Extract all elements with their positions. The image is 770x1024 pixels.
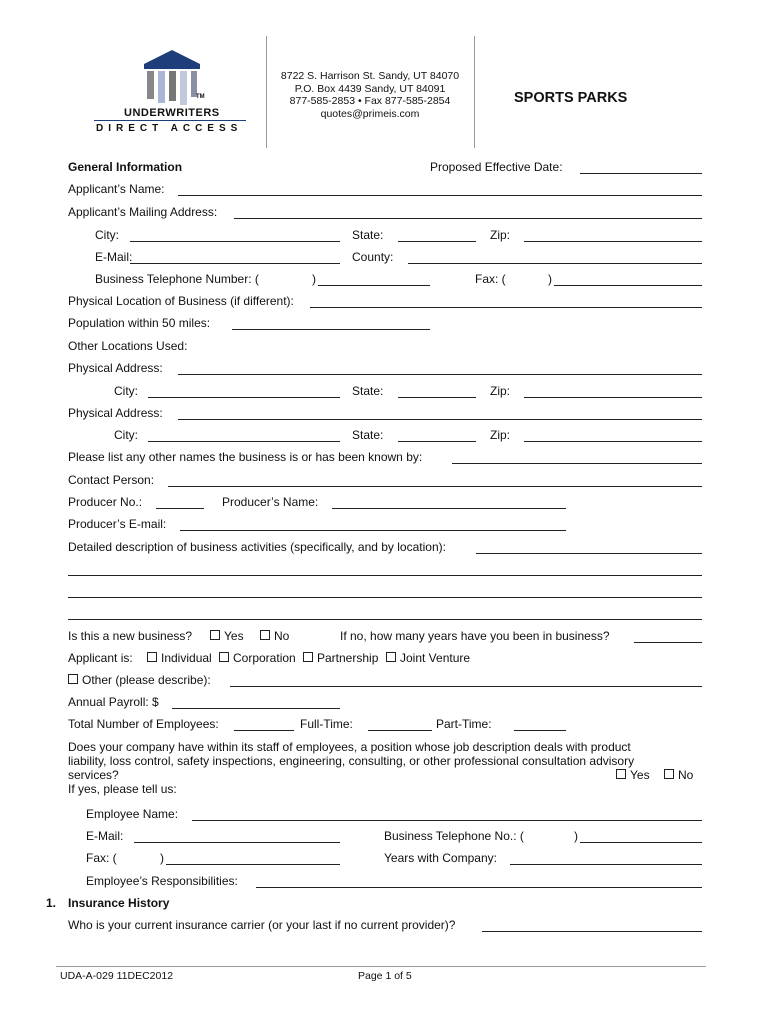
mailing-zip-label: Zip: — [490, 228, 511, 242]
staff-no-label: No — [678, 768, 694, 782]
loc2-zip-field[interactable] — [524, 441, 702, 442]
applicant-name-label: Applicant’s Name: — [68, 182, 165, 196]
form-id: UDA-A-029 11DEC2012 — [60, 970, 174, 982]
email-field[interactable] — [130, 263, 340, 264]
mailing-state-label: State: — [352, 228, 384, 242]
option-individual[interactable] — [147, 651, 212, 665]
responsibilities-field[interactable] — [256, 887, 702, 888]
checkbox-icon[interactable] — [68, 674, 78, 684]
years-with-company-label: Years with Company: — [384, 851, 497, 865]
population-label: Population within 50 miles: — [68, 316, 211, 330]
current-carrier-field[interactable] — [482, 931, 702, 932]
new-business-yes[interactable] — [210, 629, 244, 643]
checkbox-icon[interactable] — [664, 769, 674, 779]
loc2-state-field[interactable] — [398, 441, 476, 442]
physical-address-2-label: Physical Address: — [68, 406, 163, 420]
mailing-address-label: Applicant’s Mailing Address: — [68, 205, 218, 219]
address-line-1: 8722 S. Harrison St. Sandy, UT 84070 — [280, 70, 460, 82]
checkbox-icon[interactable] — [616, 769, 626, 779]
county-field[interactable] — [408, 263, 702, 264]
yes-label: Yes — [224, 629, 244, 643]
loc1-state-label: State: — [352, 384, 384, 398]
loc2-city-field[interactable] — [148, 441, 340, 442]
effective-date-field[interactable] — [580, 173, 702, 174]
emp-biz-phone-label: Business Telephone No.: ( — [384, 829, 524, 843]
logo-tm: TM — [196, 94, 205, 100]
years-in-business-field[interactable] — [634, 642, 702, 643]
columns-logo-icon — [92, 46, 252, 116]
staff-question-line-1: Does your company have within its staff of employees, a position whose job description deals with product — [68, 740, 631, 754]
physical-location-label: Physical Location of Business (if different): — [68, 294, 294, 308]
logo-line1: UNDERWRITERS — [124, 107, 220, 119]
producer-email-field[interactable] — [180, 530, 566, 531]
logo-line2: DIRECT ACCESS — [96, 123, 243, 134]
part-time-label: Part-Time: — [436, 717, 492, 731]
full-time-field[interactable] — [368, 730, 432, 731]
checkbox-icon[interactable] — [386, 652, 396, 662]
contact-person-label: Contact Person: — [68, 473, 155, 487]
loc1-zip-label: Zip: — [490, 384, 511, 398]
fax-field[interactable] — [554, 285, 702, 286]
staff-yes-label: Yes — [630, 768, 650, 782]
emp-biz-phone-paren: ) — [574, 829, 578, 843]
years-with-company-field[interactable] — [510, 864, 702, 865]
applicant-name-field[interactable] — [178, 195, 702, 196]
other-label: Other (please describe): — [82, 673, 211, 687]
option-partnership[interactable] — [303, 651, 378, 665]
producer-no-field[interactable] — [156, 508, 204, 509]
total-employees-label: Total Number of Employees: — [68, 717, 219, 731]
if-yes-label: If yes, please tell us: — [68, 782, 177, 796]
description-field-2[interactable] — [68, 575, 702, 576]
physical-location-field[interactable] — [310, 307, 702, 308]
loc1-state-field[interactable] — [398, 397, 476, 398]
email-label: E-Mail: — [95, 250, 133, 264]
current-carrier-label: Who is your current insurance carrier (or your last if no current provider)? — [68, 918, 456, 932]
producer-no-label: Producer No.: — [68, 495, 143, 509]
address-line-2: P.O. Box 4439 Sandy, UT 84091 — [294, 82, 446, 95]
years-in-business-label: If no, how many years have you been in business? — [340, 629, 610, 643]
section-1-title: Insurance History — [68, 896, 170, 910]
corporation-label: Corporation — [233, 651, 296, 665]
loc2-state-label: State: — [352, 428, 384, 442]
loc1-city-field[interactable] — [148, 397, 340, 398]
producer-email-label: Producer’s E-mail: — [68, 517, 167, 531]
mailing-city-field[interactable] — [130, 241, 340, 242]
physical-address-1-field[interactable] — [178, 374, 702, 375]
total-employees-field[interactable] — [234, 730, 294, 731]
staff-question — [68, 740, 634, 796]
part-time-field[interactable] — [514, 730, 566, 731]
emp-fax-field[interactable] — [166, 864, 340, 865]
loc2-zip-label: Zip: — [490, 428, 511, 442]
staff-yes[interactable] — [616, 768, 650, 782]
other-names-label: Please list any other names the business is or has been known by: — [68, 450, 423, 464]
no-label: No — [274, 629, 290, 643]
applicant-is-label: Applicant is: — [68, 651, 133, 665]
responsibilities-label: Employee’s Responsibilities: — [86, 874, 238, 888]
checkbox-icon[interactable] — [303, 652, 313, 662]
emp-email-field[interactable] — [134, 842, 340, 843]
biz-phone-paren: ) — [312, 272, 316, 286]
address-line-3: 877-585-2853 • Fax 877-585-2854 — [289, 95, 451, 107]
mailing-city-label: City: — [95, 228, 119, 242]
mailing-state-field[interactable] — [398, 241, 476, 242]
fax-paren: ) — [548, 272, 552, 286]
checkbox-icon[interactable] — [260, 630, 270, 640]
full-time-label: Full-Time: — [300, 717, 353, 731]
employee-name-label: Employee Name: — [86, 807, 179, 821]
partnership-label: Partnership — [317, 651, 379, 665]
staff-question-line-2: liability, loss control, safety inspections, engineering, consulting, or other professional consultation advisory — [68, 754, 635, 768]
contact-person-field[interactable] — [168, 486, 702, 487]
mailing-address-field[interactable] — [234, 218, 702, 219]
loc1-zip-field[interactable] — [524, 397, 702, 398]
individual-label: Individual — [161, 651, 212, 665]
address-email: quotes@primeis.com — [320, 107, 420, 120]
new-business-label: Is this a new business? — [68, 629, 193, 643]
county-label: County: — [352, 250, 394, 264]
logo — [92, 46, 252, 138]
annual-payroll-field[interactable] — [172, 708, 340, 709]
company-address — [268, 70, 472, 120]
producer-name-label: Producer’s Name: — [222, 495, 319, 509]
producer-name-field[interactable] — [332, 508, 566, 509]
joint-venture-label: Joint Venture — [400, 651, 471, 665]
page-title: SPORTS PARKS — [514, 90, 628, 106]
header-divider-left — [266, 36, 267, 148]
description-label: Detailed description of business activities (specifically, and by location): — [68, 540, 446, 554]
footer-divider — [56, 966, 706, 967]
loc1-city-label: City: — [114, 384, 138, 398]
mailing-zip-field[interactable] — [524, 241, 702, 242]
checkbox-icon[interactable] — [147, 652, 157, 662]
physical-address-1-label: Physical Address: — [68, 361, 163, 375]
biz-phone-field[interactable] — [318, 285, 430, 286]
other-locations-label: Other Locations Used: — [68, 339, 188, 353]
checkbox-icon[interactable] — [210, 630, 220, 640]
checkbox-icon[interactable] — [219, 652, 229, 662]
physical-address-2-field[interactable] — [178, 419, 702, 420]
loc2-city-label: City: — [114, 428, 138, 442]
population-field[interactable] — [232, 329, 430, 330]
fax-label: Fax: ( — [475, 272, 506, 286]
emp-biz-phone-field[interactable] — [580, 842, 702, 843]
annual-payroll-label: Annual Payroll: $ — [68, 695, 159, 709]
description-field-4[interactable] — [68, 619, 702, 620]
emp-fax-label: Fax: ( — [86, 851, 117, 865]
option-other[interactable] — [68, 673, 211, 687]
section-general-info: General Information — [68, 160, 183, 174]
other-names-field[interactable] — [452, 463, 702, 464]
description-field-3[interactable] — [68, 597, 702, 598]
page-number: Page 1 of 5 — [358, 970, 412, 982]
staff-question-line-3: services? — [68, 768, 119, 782]
header-divider-right — [474, 36, 475, 148]
biz-phone-label: Business Telephone Number: ( — [95, 272, 259, 286]
staff-no[interactable] — [664, 768, 693, 782]
other-describe-field[interactable] — [230, 686, 702, 687]
effective-date-label: Proposed Effective Date: — [430, 160, 563, 174]
employee-name-field[interactable] — [192, 820, 702, 821]
emp-email-label: E-Mail: — [86, 829, 124, 843]
section-1-number: 1. — [46, 896, 57, 910]
option-corporation[interactable] — [219, 651, 296, 665]
emp-fax-paren: ) — [160, 851, 164, 865]
option-joint-venture[interactable] — [386, 651, 470, 665]
description-field-1[interactable] — [476, 553, 702, 554]
new-business-no[interactable] — [260, 629, 289, 643]
